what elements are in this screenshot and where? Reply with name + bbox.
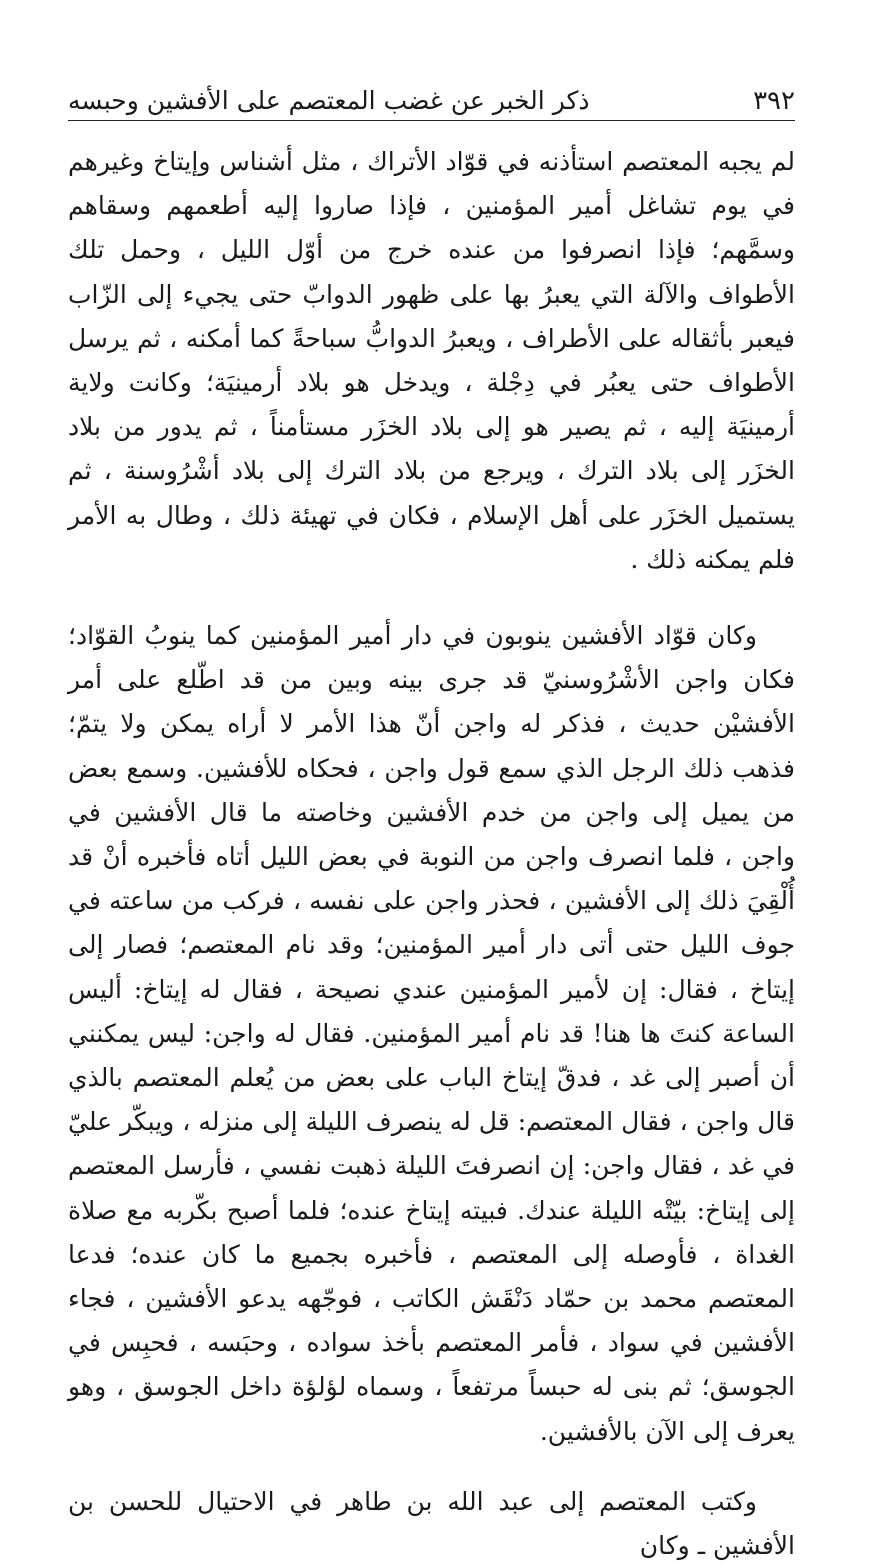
header-divider	[68, 120, 795, 121]
body-text	[68, 140, 795, 1568]
paragraph-2: وكان قوّاد الأفشين ينوبون في دار أمير المؤمنين كما ينوبُ القوّاد؛ فكان واجن الأشْرُوسنيّ قد جرى بينه وبين من قد اطّلع على أمر الأفشيْن حديث ، فذكر له واجن أنّ هذا الأمر لا أراه يمكن ولا يتمّ؛ فذهب ذلك الرجل الذي سمع قول واجن ، فحكاه للأفشين. وسمع بعض من يميل إلى واجن من خدم الأفشين وخاصته ما قال الأفشين في واجن ، فلما انصرف واجن من النوبة في بعض الليل أتاه فأخبره أنْ قد أُلْقِيَ ذلك إلى الأفشين ، فحذر واجن على نفسه ، فركب من ساعته في جوف الليل حتى أتى دار أمير المؤمنين؛ وقد نام المعتصم؛ فصار إلى إيتاخ ، فقال: إن لأمير المؤمنين عندي نصيحة ، فقال له إيتاخ: أليس الساعة كنتَ ها هنا! قد نام أمير المؤمنين. فقال له واجن: ليس يمكنني أن أصبر إلى غد ، فدقّ إيتاخ الباب على بعض من يُعلم المعتصم بالذي قال واجن ، فقال المعتصم: قل له ينصرف الليلة إلى منزله ، ويبكّر عليّ في غد ، فقال واجن: إن انصرفتَ الليلة ذهبت نفسي ، فأرسل المعتصم إلى إيتاخ: بيّتْه الليلة عندك. فبيته إيتاخ عنده؛ فلما أصبح بكّربه مع صلاة الغداة ، فأوصله إلى المعتصم ، فأخبره بجميع ما كان عنده؛ فدعا المعتصم محمد بن حمّاد دَنْقَش الكاتب ، فوجّهه يدعو الأفشين ، فجاء الأفشين في سواد ، فأمر المعتصم بأخذ سواده ، وحبَسه ، فحبِس في الجوسق؛ ثم بنى له حبساً مرتفعاً ، وسماه لؤلؤة داخل الجوسق ، وهو يعرف إلى الآن بالأفشين.	[68, 621, 795, 1446]
paragraph-3: وكتب المعتصم إلى عبد الله بن طاهر في الاحتيال للحسن بن الأفشين ـ وكان	[68, 1486, 795, 1561]
running-title: ذكر الخبر عن غضب المعتصم على الأفشين وحبسه	[68, 86, 590, 115]
page-number: ٣٩٢	[753, 86, 795, 116]
running-header	[68, 82, 795, 122]
paragraph-1: لم يجبه المعتصم استأذنه في قوّاد الأتراك ، مثل أشناس وإيتاخ وغيرهم في يوم تشاغل أمير المؤمنين ، فإذا صاروا إليه أطعمهم وسقاهم وسمَّهم؛ فإذا انصرفوا من عنده خرج من أوّل الليل ، وحمل تلك الأطواف والآلة التي يعبرُ بها على ظهور الدوابّ حتى يجيء إلى الزّاب فيعبر بأثقاله على الأطراف ، ويعبرُ الدوابُّ سباحةً كما أمكنه ، ثم يرسل الأطواف حتى يعبُر في دِجْلة ، ويدخل هو بلاد أرمينيَة؛ وكانت ولاية أرمينيَة إليه ، ثم يصير هو إلى بلاد الخزَر مستأمناً ، ثم يدور من بلاد الخزَر إلى بلاد الترك ، ويرجع من بلاد الترك إلى بلاد أشْرُوسنة ، ثم يستميل الخزَر على أهل الإسلام ، فكان في تهيئة ذلك ، وطال به الأمر فلم يمكنه ذلك .	[68, 147, 795, 574]
